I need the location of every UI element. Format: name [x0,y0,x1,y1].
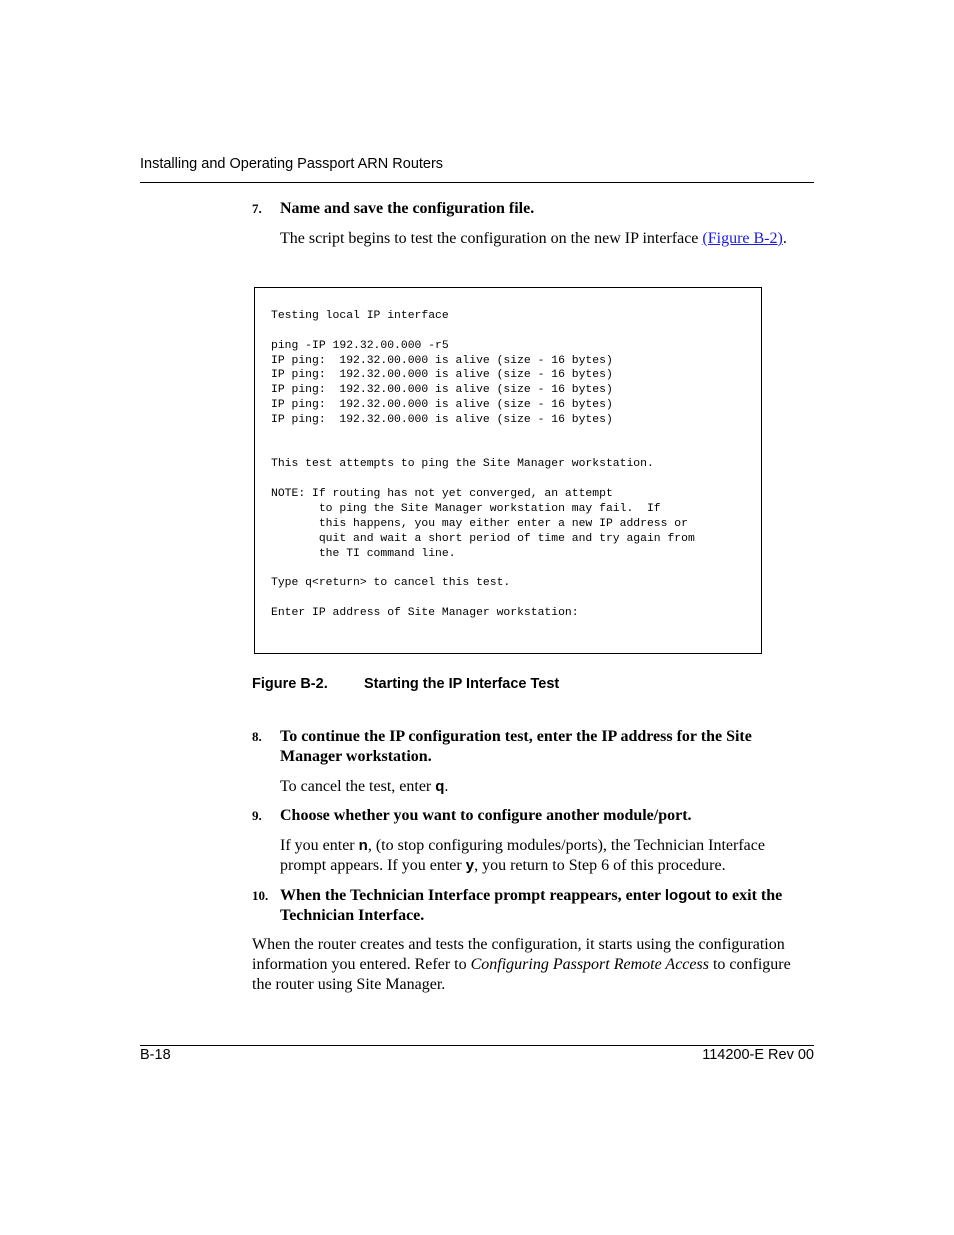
punct: . [444,778,449,795]
header-rule [140,182,814,183]
figure-box [254,287,762,654]
step-8-body [280,777,814,797]
figure-caption [252,676,559,692]
page-number: B-18 [140,1047,171,1063]
command-logout: logout [664,887,711,904]
heading-text: to exit the Technician Interface. [280,887,783,924]
step-7-body [280,229,814,249]
step-9-body [280,836,814,876]
body-text: When the router creates and tests the configuration, it starts using the configuration information you entered. Refer to [252,936,785,973]
caption-title: Starting the IP Interface Test [364,676,560,692]
punct: . [782,230,787,247]
key-n: n [358,837,368,854]
key-y: y [465,857,475,874]
document-number: 114200-E Rev 00 [702,1047,814,1063]
body-text: , you return to Step 6 of this procedure. [474,857,726,874]
step-heading: Choose whether you want to configure another module/port. [280,807,692,824]
step-9 [252,806,814,826]
body-text: to configure the router using Site Manager. [252,956,791,993]
step-number: 7. [252,201,262,216]
body-text: To cancel the test, enter [280,778,436,795]
step-number: 8. [252,729,262,744]
body-text: The script begins to test the configuration on the new IP interface [280,230,703,247]
caption-number: Figure B-2. [252,676,328,692]
step-7 [252,199,814,219]
running-header: Installing and Operating Passport ARN Routers [140,156,444,172]
terminal-output: Testing local IP interface ping -IP 192.32.00.000 -r5 IP ping: 192.32.00.000 is alive (size - 16 bytes) IP ping: 192.32.00.000 is alive (size - 16 bytes) IP ping: 192.32.00.000 is alive (size - 16 bytes) IP ping: 192.32.00.000 is alive (size - 16 bytes) IP ping: 192.32.00.000 is alive (size - 16 bytes) This test attempts to ping the Site Manager workstation. NOTE: If routing has not yet converged, an attempt to ping the Site Manager workstation may fail. If this happens, you may either enter a new IP address or quit and wait a short period of time and try again from the TI command line. Type q<return> to cancel this test. Enter IP address of Site Manager workstation: [271,310,695,619]
body-text: If you enter [280,837,359,854]
step-heading: To continue the IP configuration test, enter the IP address for the Site Manager workstation. [280,728,752,765]
closing-paragraph [252,935,814,995]
step-number: 10. [252,888,269,903]
step-heading: Name and save the configuration file. [280,200,535,217]
step-10 [252,886,814,926]
book-title: Configuring Passport Remote Access [470,956,709,973]
heading-text: When the Technician Interface prompt reappears, enter [280,887,665,904]
step-8 [252,727,814,767]
footer-rule [140,1045,814,1046]
figure-link[interactable]: (Figure B-2) [702,230,783,247]
body-text: , (to stop configuring modules/ports), the Technician Interface prompt appears. If you enter [280,837,765,874]
step-heading [280,886,814,926]
key-q: q [435,778,445,795]
step-number: 9. [252,808,262,823]
